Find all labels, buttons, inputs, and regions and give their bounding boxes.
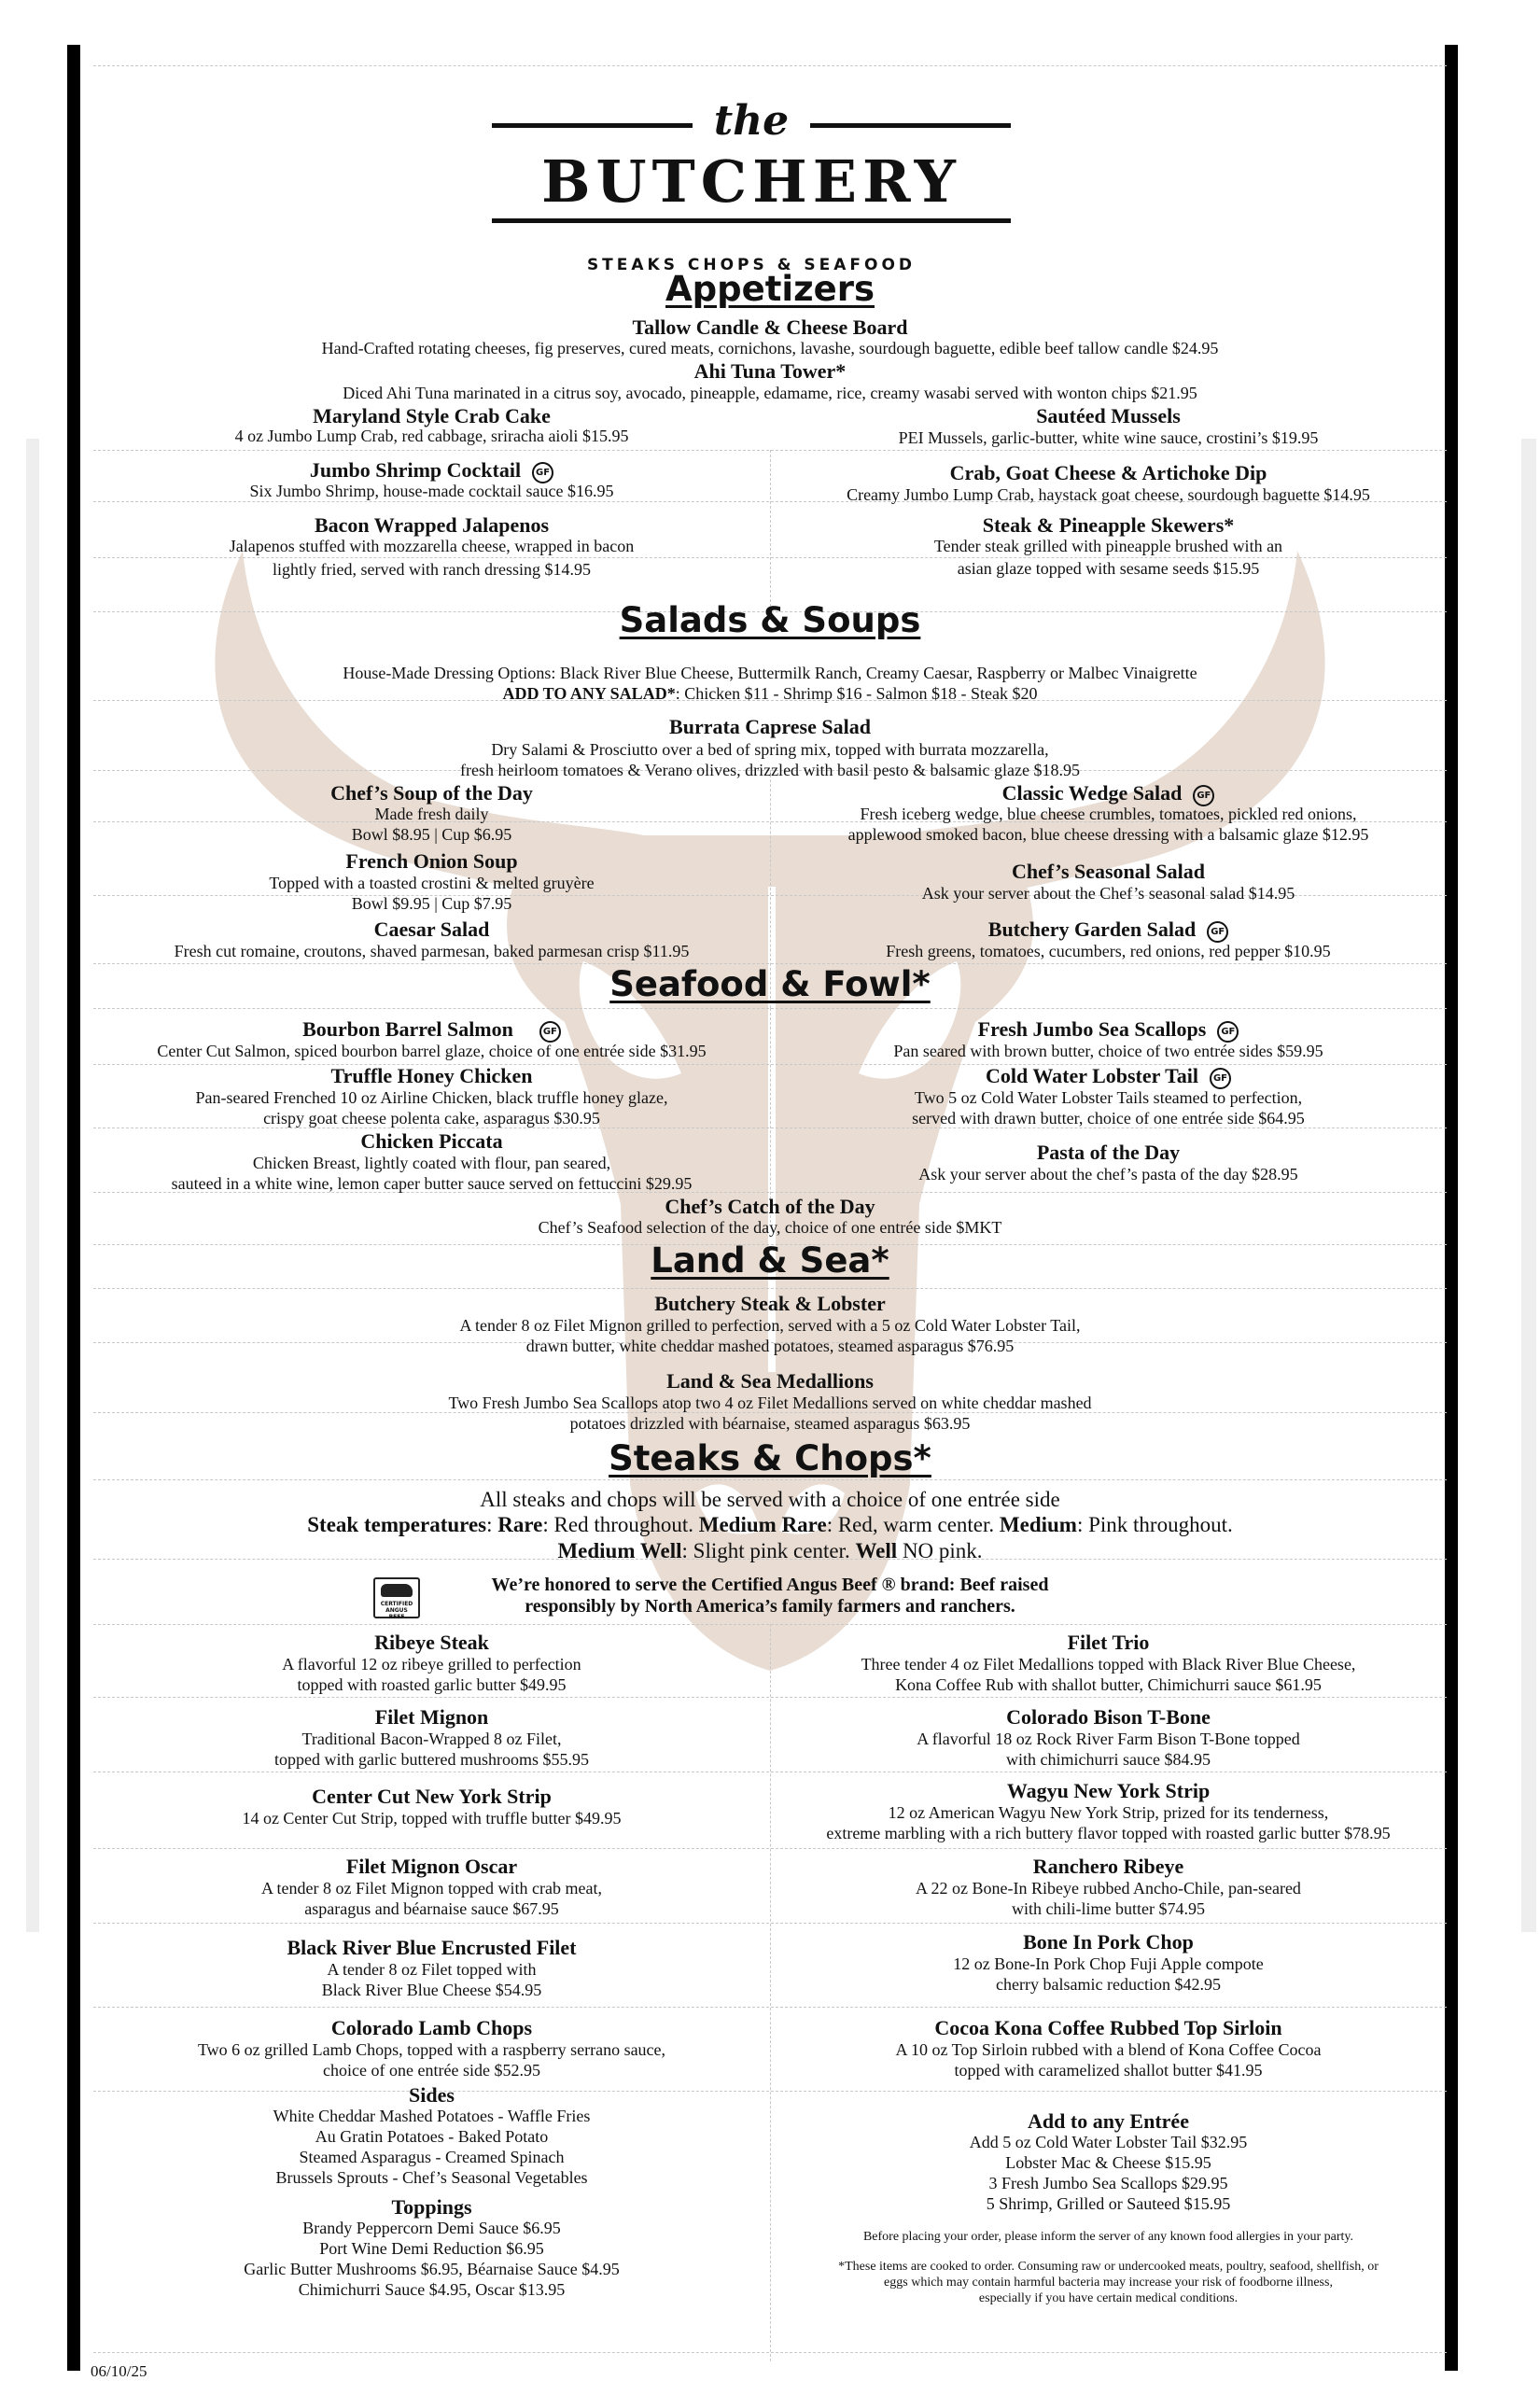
dressing-options: House-Made Dressing Options: Black River Blue Cheese, Buttermilk Ranch, Creamy Caesar, Raspberry or Malbec Vinaigrette (343, 664, 1197, 682)
salmon-item (93, 1017, 770, 1043)
logo-rule-right (810, 123, 1011, 128)
top-sirloin-desc-2: topped with caramelized shallot butter $41.95 (954, 2061, 1263, 2080)
gluten-free-icon: GF (539, 1021, 561, 1043)
filet-mignon-desc-2: topped with garlic buttered mushrooms $55.95 (274, 1750, 589, 1769)
pasta-desc: Ask your server about the chef’s pasta of the day $28.95 (918, 1165, 1298, 1183)
toppings-item: Chimichurri Sauce $4.95, Oscar $13.95 (298, 2280, 566, 2299)
sides-item: Au Gratin Potatoes - Baked Potato (315, 2127, 549, 2146)
gluten-free-icon: GF (1207, 921, 1228, 943)
catch-desc: Chef’s Seafood selection of the day, choice of one entrée side $MKT (538, 1218, 1002, 1237)
filet-mignon-name: Filet Mignon (374, 1705, 489, 1729)
steak-lobster-name: Butchery Steak & Lobster (654, 1292, 886, 1315)
artichoke-dip-desc: Creamy Jumbo Lump Crab, haystack goat cheese, sourdough baguette $14.95 (847, 485, 1370, 504)
row-divider (93, 1288, 1447, 1289)
salads-title: Salads & Soups (619, 600, 921, 640)
lamb-chops-desc-2: choice of one entrée side $52.95 (323, 2061, 540, 2080)
oscar-desc-2: asparagus and béarnaise sauce $67.95 (304, 1899, 559, 1918)
tallow-board-name: Tallow Candle & Cheese Board (632, 315, 908, 339)
honey-chicken-desc-1: Pan-seared Frenched 10 oz Airline Chicken, black truffle honey glaze, (195, 1088, 668, 1107)
jalapenos-desc-2: lightly fried, served with ranch dressing $14.95 (273, 560, 591, 579)
temps-colon: : (486, 1513, 498, 1536)
logo-rule-bottom (492, 218, 1011, 223)
onion-soup-desc-2: Bowl $9.95 | Cup $7.95 (351, 894, 512, 913)
pasta-name: Pasta of the Day (1036, 1141, 1181, 1164)
add-to-salad-prices: : Chicken $11 - Shrimp $16 - Salmon $18 - Steak $20 (675, 684, 1038, 703)
crab-cake-name: Maryland Style Crab Cake (313, 404, 551, 427)
scallops-desc: Pan seared with brown butter, choice of two entrée sides $59.95 (893, 1042, 1323, 1060)
gluten-free-icon: GF (1217, 1021, 1239, 1043)
steak-lobster-desc-1: A tender 8 oz Filet Mignon grilled to perfection, served with a 5 oz Cold Water Lobster Tail, (459, 1316, 1081, 1335)
wagyu-name: Wagyu New York Strip (1006, 1779, 1211, 1802)
mussels-desc: PEI Mussels, garlic-butter, white wine sauce, crostini’s $19.95 (898, 428, 1319, 447)
top-sirloin-name: Cocoa Kona Coffee Rubbed Top Sirloin (934, 2016, 1282, 2039)
medallions-desc-1: Two Fresh Jumbo Sea Scallops atop two 4 oz Filet Medallions served on white cheddar mashed (448, 1394, 1092, 1412)
toppings-title: Toppings (391, 2195, 472, 2219)
pork-chop-name: Bone In Pork Chop (1023, 1930, 1194, 1954)
cab-logo-text: CERTIFIED ANGUS BEEF (380, 1601, 413, 1620)
addons-item: 5 Shrimp, Grilled or Sauteed $15.95 (986, 2194, 1231, 2213)
temp-rare-label: Rare (497, 1513, 543, 1536)
piccata-desc-2: sauteed in a white wine, lemon caper butter sauce served on fettuccini $29.95 (171, 1174, 693, 1193)
steak-lobster-desc-2: drawn butter, white cheddar mashed potatoes, steamed asparagus $76.95 (525, 1337, 1015, 1355)
butchery-logo (490, 95, 1013, 287)
sides-title: Sides (409, 2083, 455, 2107)
lamb-chops-name: Colorado Lamb Chops (330, 2016, 533, 2039)
filet-mignon-desc-1: Traditional Bacon-Wrapped 8 oz Filet, (301, 1730, 562, 1748)
sides-item: Steamed Asparagus - Creamed Spinach (299, 2148, 565, 2166)
temp-mrare-text: : Red, warm center. (826, 1513, 1000, 1536)
lobster-tail-desc-2: served with drawn butter, choice of one entrée side $64.95 (912, 1109, 1305, 1127)
oscar-name: Filet Mignon Oscar (345, 1855, 518, 1878)
toppings-item: Port Wine Demi Reduction $6.95 (319, 2239, 544, 2258)
burrata-desc-1: Dry Salami & Prosciutto over a bed of spring mix, topped with burrata mozzarella, (491, 740, 1049, 759)
medallions-desc-2: potatoes drizzled with béarnaise, steamed asparagus $63.95 (569, 1414, 971, 1433)
add-to-salad-label: ADD TO ANY SALAD* (502, 684, 676, 703)
soup-of-day-desc-2: Bowl $8.95 | Cup $6.95 (351, 825, 512, 844)
steaks-intro: All steaks and chops will be served with a choice of one entrée side (480, 1488, 1060, 1511)
onion-soup-name: French Onion Soup (345, 849, 518, 873)
seasonal-salad-name: Chef’s Seasonal Salad (1012, 860, 1205, 883)
raw-food-warning-2: eggs which may contain harmful bacteria may increase your risk of foodborne illness, (884, 2276, 1333, 2290)
piccata-name: Chicken Piccata (360, 1129, 503, 1153)
crab-cake-desc: 4 oz Jumbo Lump Crab, red cabbage, sriracha aioli $15.95 (234, 427, 629, 445)
ribeye-name: Ribeye Steak (374, 1631, 489, 1654)
temp-well-text: NO pink. (897, 1539, 983, 1562)
ahi-tuna-desc: Diced Ahi Tuna marinated in a citrus soy, avocado, pineapple, edamame, rice, creamy wasabi served with wonton chips $21.95 (343, 384, 1197, 402)
blue-filet-desc-2: Black River Blue Cheese $54.95 (321, 1981, 542, 1999)
steak-temperatures-1 (93, 1512, 1447, 1537)
jalapenos-desc-1: Jalapenos stuffed with mozzarella cheese, wrapped in bacon (229, 537, 635, 555)
honey-chicken-name: Truffle Honey Chicken (330, 1064, 533, 1087)
menu-date: 06/10/25 (91, 2362, 147, 2380)
piccata-desc-1: Chicken Breast, lightly coated with flour, pan seared, (252, 1154, 611, 1172)
salmon-name: Bourbon Barrel Salmon (302, 1017, 513, 1041)
temps-label: Steak temperatures (307, 1513, 487, 1536)
ahi-tuna-name: Ahi Tuna Tower* (693, 359, 847, 383)
toppings-item: Garlic Butter Mushrooms $6.95, Béarnaise Sauce $4.95 (244, 2260, 620, 2278)
ranchero-desc-1: A 22 oz Bone-In Ribeye rubbed Ancho-Chile, pan-seared (916, 1879, 1301, 1898)
landsea-title: Land & Sea* (651, 1240, 889, 1281)
ny-strip-desc: 14 oz Center Cut Strip, topped with truffle butter $49.95 (242, 1809, 622, 1828)
cab-statement-1: We’re honored to serve the Certified Angus Beef ® brand: Beef raised (491, 1575, 1049, 1595)
toppings-item: Brandy Peppercorn Demi Sauce $6.95 (302, 2219, 561, 2237)
logo-name: BUTCHERY (541, 147, 961, 216)
temp-mrare-label: Medium Rare (698, 1513, 827, 1536)
burrata-name: Burrata Caprese Salad (669, 715, 871, 738)
scallops-name: Fresh Jumbo Sea Scallops (977, 1017, 1207, 1041)
shrimp-cocktail-name: Jumbo Shrimp Cocktail (309, 458, 522, 482)
row-divider (93, 65, 1447, 66)
lobster-tail-item (770, 1064, 1447, 1089)
steaks-title: Steaks & Chops* (609, 1438, 931, 1478)
wagyu-desc-2: extreme marbling with a rich buttery flavor topped with roasted garlic butter $78.95 (826, 1824, 1391, 1842)
ranchero-name: Ranchero Ribeye (1032, 1855, 1184, 1878)
wedge-salad-desc-1: Fresh iceberg wedge, blue cheese crumbles, tomatoes, pickled red onions, (860, 805, 1357, 823)
bison-desc-2: with chimichurri sauce $84.95 (1006, 1750, 1211, 1769)
addons-item: Lobster Mac & Cheese $15.95 (1005, 2153, 1211, 2172)
soup-of-day-desc-1: Made fresh daily (374, 805, 489, 823)
filet-trio-name: Filet Trio (1067, 1631, 1150, 1654)
burrata-desc-2: fresh heirloom tomatoes & Verano olives, drizzled with basil pesto & balsamic glaze $18.95 (459, 761, 1080, 779)
lobster-tail-desc-1: Two 5 oz Cold Water Lobster Tails steamed to perfection, (914, 1088, 1303, 1107)
gluten-free-icon: GF (532, 462, 553, 483)
pork-chop-desc-1: 12 oz Bone-In Pork Chop Fuji Apple compote (953, 1954, 1264, 1973)
skewers-desc-2: asian glaze topped with sesame seeds $15.95 (957, 559, 1260, 578)
lobster-tail-name: Cold Water Lobster Tail (986, 1064, 1198, 1087)
garden-salad-name: Butchery Garden Salad (987, 917, 1197, 941)
filet-trio-desc-2: Kona Coffee Rub with shallot butter, Chimichurri sauce $61.95 (895, 1675, 1322, 1694)
right-page-shadow (1521, 439, 1536, 1932)
wedge-salad-desc-2: applewood smoked bacon, blue cheese dressing with a balsamic glaze $12.95 (847, 825, 1369, 844)
menu-page (91, 47, 1447, 2380)
add-to-salad (93, 683, 1447, 704)
allergy-notice: Before placing your order, please inform the server of any known food allergies in your party. (862, 2230, 1354, 2244)
jalapenos-name: Bacon Wrapped Jalapenos (314, 513, 550, 537)
blue-filet-desc-1: A tender 8 oz Filet topped with (327, 1960, 537, 1979)
addons-item: 3 Fresh Jumbo Sea Scallops $29.95 (988, 2174, 1228, 2192)
artichoke-dip-name: Crab, Goat Cheese & Artichoke Dip (949, 461, 1267, 484)
caesar-salad-desc: Fresh cut romaine, croutons, shaved parmesan, baked parmesan crisp $11.95 (174, 942, 690, 960)
logo-tagline: STEAKS CHOPS & SEAFOOD (586, 256, 917, 274)
ny-strip-name: Center Cut New York Strip (312, 1785, 552, 1808)
ribeye-desc-1: A flavorful 12 oz ribeye grilled to perfection (282, 1655, 581, 1674)
bison-name: Colorado Bison T-Bone (1006, 1705, 1211, 1729)
catch-name: Chef’s Catch of the Day (665, 1195, 875, 1218)
tallow-board-desc: Hand-Crafted rotating cheeses, fig preserves, cured meats, cornichons, lavashe, sourdough baguette, edible beef tallow candle $24.95 (321, 339, 1219, 357)
mussels-name: Sautéed Mussels (1036, 404, 1181, 427)
skewers-desc-1: Tender steak grilled with pineapple brushed with an (933, 537, 1283, 555)
wedge-salad-name: Classic Wedge Salad (1001, 781, 1183, 805)
garden-salad-desc: Fresh greens, tomatoes, cucumbers, red onions, red pepper $10.95 (886, 942, 1331, 960)
garden-salad-item (770, 917, 1447, 943)
steak-temperatures-2 (93, 1538, 1447, 1563)
medallions-name: Land & Sea Medallions (666, 1369, 874, 1393)
shrimp-cocktail-item (93, 458, 770, 483)
lamb-chops-desc-1: Two 6 oz grilled Lamb Chops, topped with a raspberry serrano sauce, (197, 2040, 666, 2059)
ranchero-desc-2: with chili-lime butter $74.95 (1012, 1899, 1205, 1918)
left-page-shadow (26, 439, 39, 1932)
addons-item: Add 5 oz Cold Water Lobster Tail $32.95 (969, 2133, 1248, 2151)
onion-soup-desc-1: Topped with a toasted crostini & melted gruyère (269, 874, 595, 892)
addons-title: Add to any Entrée (1028, 2109, 1189, 2133)
scallops-item (770, 1017, 1447, 1043)
honey-chicken-desc-2: crispy goat cheese polenta cake, asparagus $30.95 (263, 1109, 600, 1127)
gluten-free-icon: GF (1193, 785, 1214, 806)
wagyu-desc-1: 12 oz American Wagyu New York Strip, prized for its tenderness, (888, 1803, 1329, 1822)
seafood-title: Seafood & Fowl* (609, 964, 931, 1004)
bison-desc-1: A flavorful 18 oz Rock River Farm Bison T-Bone topped (917, 1730, 1300, 1748)
cab-statement-2: responsibly by North America’s family farmers and ranchers. (525, 1596, 1015, 1617)
temp-mwell-text: : Slight pink center. (681, 1539, 856, 1562)
caesar-salad-name: Caesar Salad (373, 917, 490, 941)
top-sirloin-desc-1: A 10 oz Top Sirloin rubbed with a blend of Kona Coffee Cocoa (895, 2040, 1322, 2059)
pork-chop-desc-2: cherry balsamic reduction $42.95 (996, 1975, 1221, 1994)
salmon-desc: Center Cut Salmon, spiced bourbon barrel glaze, choice of one entrée side $31.95 (157, 1042, 707, 1060)
temp-medium-label: Medium (999, 1513, 1077, 1536)
temp-well-label: Well (855, 1539, 898, 1562)
sides-item: Brussels Sprouts - Chef’s Seasonal Vegetables (275, 2168, 588, 2187)
appetizers-title: Appetizers (665, 269, 875, 309)
temp-rare-text: : Red throughout. (542, 1513, 699, 1536)
blue-filet-name: Black River Blue Encrusted Filet (287, 1936, 577, 1959)
temp-medium-text: : Pink throughout. (1076, 1513, 1233, 1536)
gluten-free-icon: GF (1210, 1068, 1231, 1089)
ribeye-desc-2: topped with roasted garlic butter $49.95 (297, 1675, 567, 1694)
wedge-salad-item (770, 781, 1447, 806)
shrimp-cocktail-desc: Six Jumbo Shrimp, house-made cocktail sauce $16.95 (249, 482, 614, 500)
logo-the: the (713, 97, 790, 145)
seasonal-salad-desc: Ask your server about the Chef’s seasonal salad $14.95 (921, 884, 1295, 903)
soup-of-day-name: Chef’s Soup of the Day (330, 781, 533, 805)
sides-item: White Cheddar Mashed Potatoes - Waffle Fries (273, 2107, 591, 2125)
temp-mwell-label: Medium Well (557, 1539, 682, 1562)
raw-food-warning-1: *These items are cooked to order. Consuming raw or undercooked meats, poultry, seafood, shellfish, or (838, 2260, 1379, 2274)
filet-trio-desc-1: Three tender 4 oz Filet Medallions topped with Black River Blue Cheese, (861, 1655, 1356, 1674)
skewers-name: Steak & Pineapple Skewers* (982, 513, 1235, 537)
raw-food-warning-3: especially if you have certain medical conditions. (978, 2291, 1239, 2305)
oscar-desc-1: A tender 8 oz Filet Mignon topped with crab meat, (261, 1879, 602, 1898)
